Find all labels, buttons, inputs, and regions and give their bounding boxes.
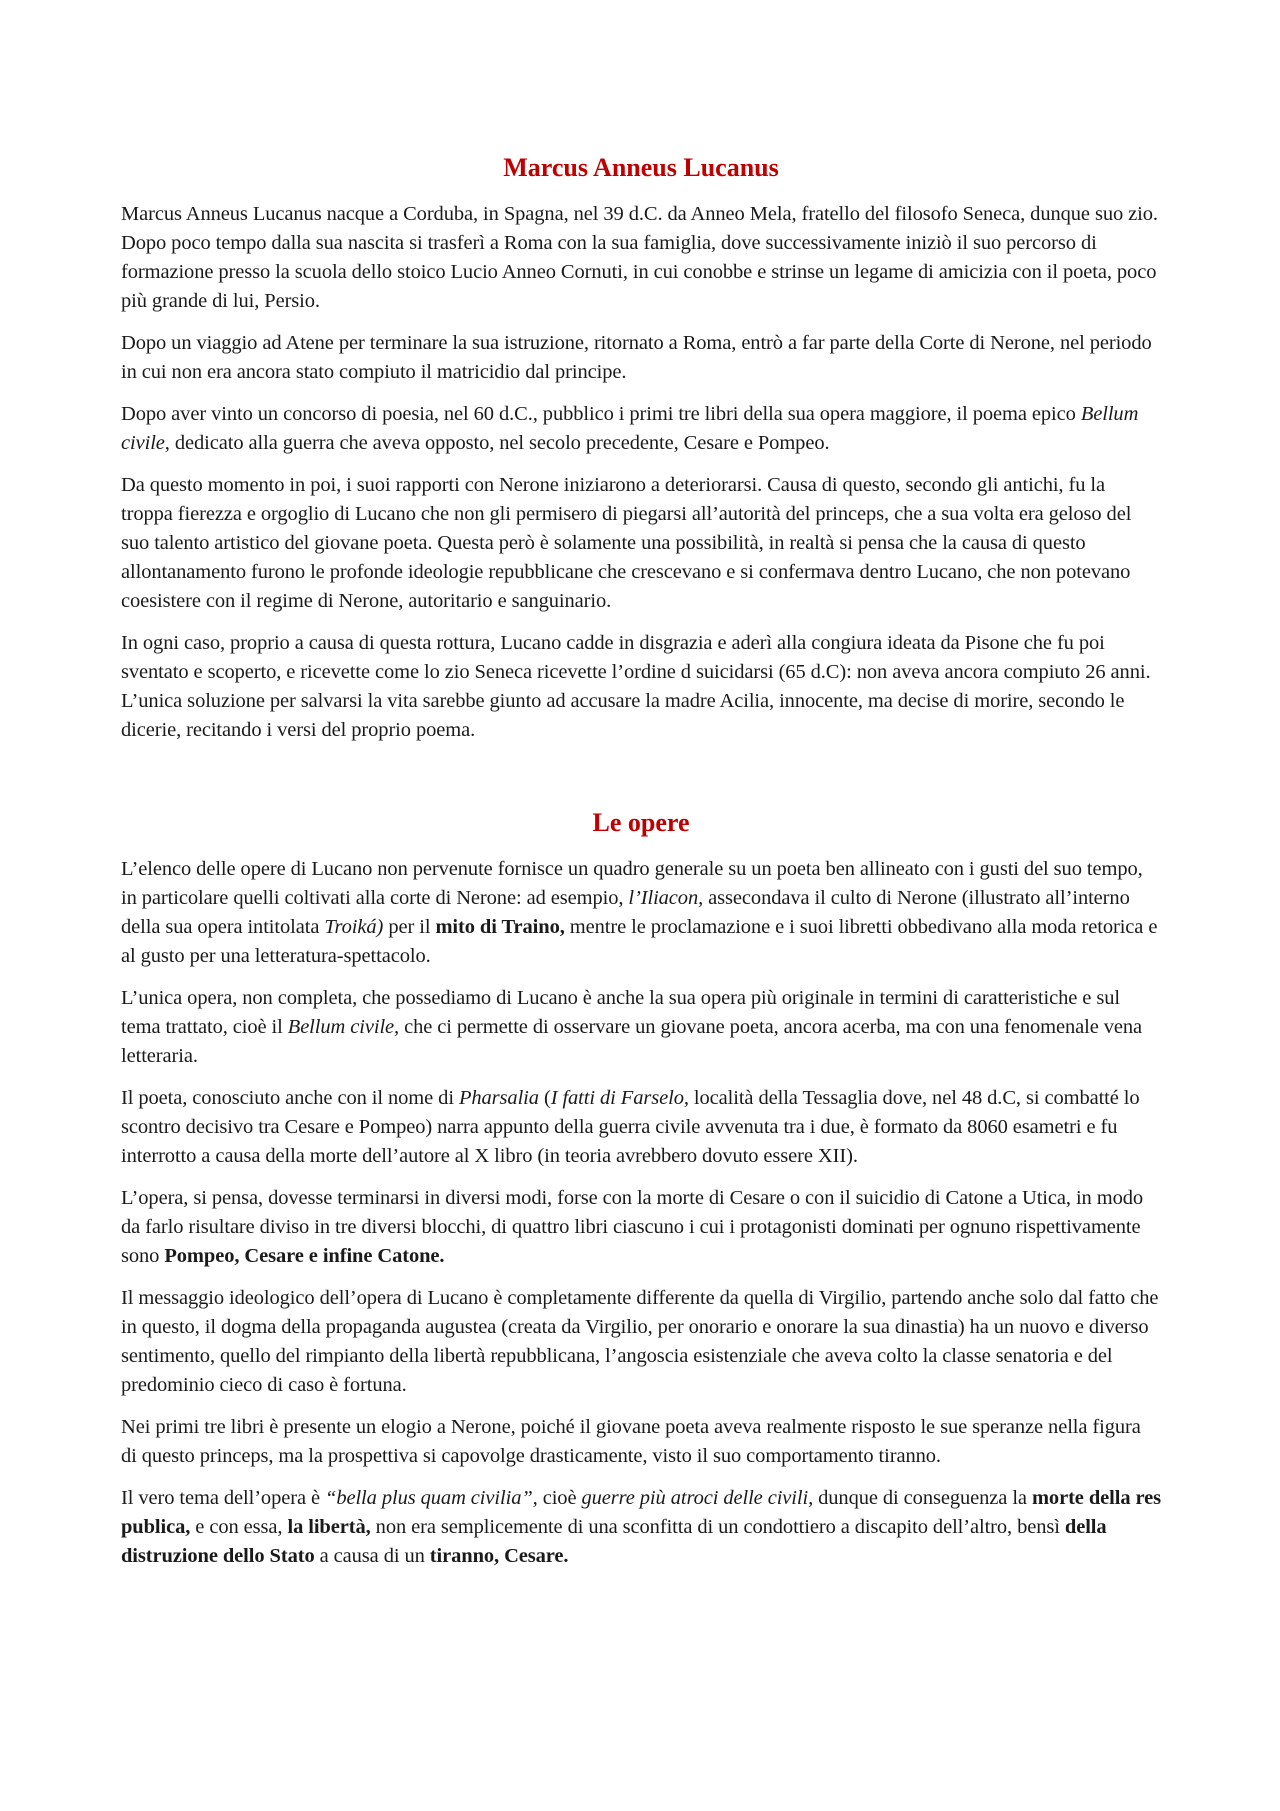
section-title-lucanus: Marcus Anneus Lucanus [503, 153, 779, 182]
paragraph-birth: Marcus Anneus Lucanus nacque a Corduba, in Spagna, nel 39 d.C. da Anneo Mela, fratello del filosofo Seneca, dunque suo zio. Dopo poco tempo dalla sua nascita si trasferì a Roma con la sua famiglia, dove successivamente iniziò il suo percorso di formazione presso la scuola dello stoico Lucio Anneo Cornuti, in cui conobbe e strinse un legame di amicizia con il poeta, poco più grande di lui, Persio. [121, 203, 1158, 312]
paragraph-athens: Dopo un viaggio ad Atene per terminare la sua istruzione, ritornato a Roma, entrò a far parte della Corte di Nerone, nel periodo in cui non era ancora stato compiuto il matricidio dal principe. [121, 332, 1152, 383]
section-title-opere: Le opere [592, 808, 690, 837]
paragraph-pharsalia: Il poeta, conosciuto anche con il nome di Pharsalia (I fatti di Farselo, località della Tessaglia dove, nel 48 d.C, si combatté lo scontro decisivo tra Cesare e Pompeo) narra appunto della guerra civile avvenuta tra i due, è formato da 8060 esametri e fu interrotto a causa della morte dell’autore al X libro (in teoria avrebbero dovuto essere XII). [121, 1087, 1140, 1167]
paragraph-ideology: Il messaggio ideologico dell’opera di Lucano è completamente differente da quella di Virgilio, partendo anche solo dal fatto che in questo, il dogma della propaganda augustea (creata da Virgilio, per onorario e onorare la sua dinastia) ha un nuovo e diverso sentimento, quello del rimpianto della libertà repubblicana, l’angoscia esistenziale che aveva colto la classe senatoria e del predominio cieco di caso è fortuna. [121, 1287, 1159, 1396]
paragraph-structure: L’opera, si pensa, dovesse terminarsi in diversi modi, forse con la morte di Cesare o con il suicidio di Catone a Utica, in modo da farlo risultare diviso in tre diversi blocchi, di quattro libri ciascuno i cui i protagonisti dominati per ognuno rispettivamente sono Pompeo, Cesare e infine Catone. [121, 1187, 1144, 1267]
paragraph-true-theme: Il vero tema dell’opera è “bella plus quam civilia”, cioè guerre più atroci delle civili, dunque di conseguenza la morte della res publica, e con essa, la libertà, non era semplicemente di una sconfitta di un condottiero a discapito dell’altro, bensì della distruzione dello Stato a causa di un tiranno, Cesare. [121, 1487, 1162, 1567]
document-content [121, 150, 1161, 1584]
italic-bellum-civile: Bellum civile [121, 403, 1139, 454]
paragraph-conspiracy: In ogni caso, proprio a causa di questa rottura, Lucano cadde in disgrazia e aderì alla congiura ideata da Pisone che fu poi sventato e scoperto, e ricevette come lo zio Seneca ricevette l’ordine d suicidarsi (65 d.C): non aveva ancora compiuto 26 anni. L’unica soluzione per salvarsi la vita sarebbe giunto ad accusare la madre Acilia, innocente, ma decise di morire, secondo le dicerie, recitando i versi del proprio poema. [121, 632, 1151, 741]
paragraph-only-work: L’unica opera, non completa, che possediamo di Lucano è anche la sua opera più originale in termini di caratteristiche e sul tema trattato, cioè il Bellum civile, che ci permette di osservare un giovane poeta, ancora acerba, ma con una fenomenale vena letteraria. [121, 987, 1143, 1067]
paragraph-poetry-contest: Dopo aver vinto un concorso di poesia, nel 60 d.C., pubblico i primi tre libri della sua opera maggiore, il poema epico Bellum civile, dedicato alla guerra che aveva opposto, nel secolo precedente, Cesare e Pompeo. [121, 403, 1139, 454]
paragraph-nero-praise: Nei primi tre libri è presente un elogio a Nerone, poiché il giovane poeta aveva realmente risposto le sue speranze nella figura di questo princeps, ma la prospettiva si capovolge drasticamente, visto il suo comportamento tiranno. [121, 1416, 1141, 1467]
paragraph-nero-relations: Da questo momento in poi, i suoi rapporti con Nerone iniziarono a deteriorarsi. Causa di questo, secondo gli antichi, fu la troppa fierezza e orgoglio di Lucano che non gli permisero di piegarsi all’autorità del princeps, che a sua volta era geloso del suo talento artistico del giovane poeta. Questa però è solamente una possibilità, in realtà si pensa che la causa di questo allontanamento furono le profonde ideologie repubblicane che crescevano e si confermava dentro Lucano, che non potevano coesistere con il regime di Nerone, autoritario e sanguinario. [121, 474, 1132, 612]
paragraph-works-list: L’elenco delle opere di Lucano non pervenute fornisce un quadro generale su un poeta ben allineato con i gusti del suo tempo, in particolare quelli coltivati alla corte di Nerone: ad esempio, l’Iliacon, assecondava il culto di Nerone (illustrato all’interno della sua opera intitolata Troiká) per il mito di Traino, mentre le proclamazione e i suoi libretti obbedivano alla moda retorica e al gusto per una letteratura-spettacolo. [121, 858, 1158, 967]
